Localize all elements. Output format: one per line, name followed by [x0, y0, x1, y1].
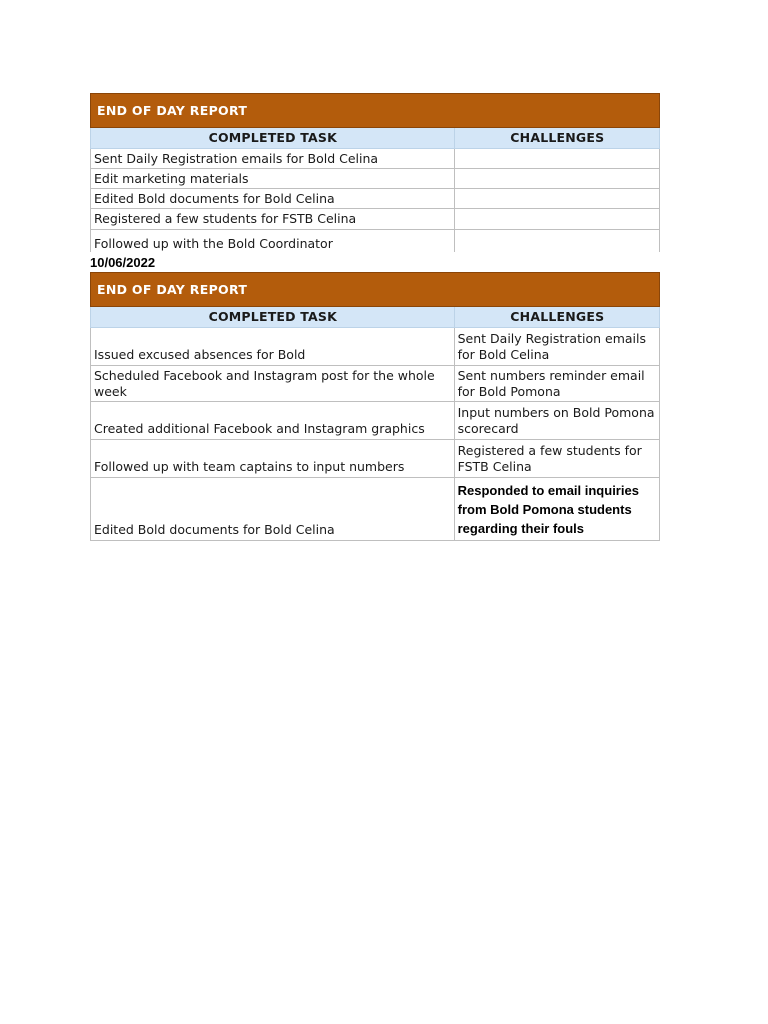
completed-task-header: COMPLETED TASK: [91, 128, 455, 149]
task-cell: Registered a few students for FSTB Celina: [91, 209, 455, 230]
challenge-cell: Sent numbers reminder email for Bold Pomona: [454, 366, 659, 402]
report-title: END OF DAY REPORT: [91, 94, 660, 128]
table-row: [91, 149, 660, 169]
table-row: [91, 478, 660, 541]
challenge-cell: [454, 230, 659, 253]
challenge-cell: Input numbers on Bold Pomona scorecard: [454, 402, 659, 440]
table-row: [91, 366, 660, 402]
task-cell: Edited Bold documents for Bold Celina: [91, 189, 455, 209]
end-of-day-report-1: [90, 93, 660, 252]
table-row: [91, 328, 660, 366]
task-cell: Scheduled Facebook and Instagram post for the whole week: [91, 366, 455, 402]
challenge-cell: Responded to email inquiries from Bold Pomona students regarding their fouls: [454, 478, 659, 541]
table-row: [91, 440, 660, 478]
table-row: [91, 169, 660, 189]
completed-task-header: COMPLETED TASK: [91, 307, 455, 328]
challenge-cell: [454, 209, 659, 230]
task-cell: Issued excused absences for Bold: [91, 328, 455, 366]
task-cell: Sent Daily Registration emails for Bold Celina: [91, 149, 455, 169]
task-cell: Edit marketing materials: [91, 169, 455, 189]
table-row: [91, 230, 660, 253]
challenges-header: CHALLENGES: [454, 128, 659, 149]
challenge-cell: [454, 169, 659, 189]
task-cell: Followed up with team captains to input numbers: [91, 440, 455, 478]
table-row: [91, 189, 660, 209]
report-title: END OF DAY REPORT: [91, 273, 660, 307]
report-date: 10/06/2022: [90, 255, 156, 270]
task-cell: Created additional Facebook and Instagram graphics: [91, 402, 455, 440]
table-row: [91, 209, 660, 230]
challenges-header: CHALLENGES: [454, 307, 659, 328]
task-cell: Edited Bold documents for Bold Celina: [91, 478, 455, 541]
table-row: [91, 402, 660, 440]
challenge-cell: [454, 149, 659, 169]
task-cell: Followed up with the Bold Coordinator: [91, 230, 455, 253]
end-of-day-report-2: [90, 272, 660, 541]
challenge-cell: [454, 189, 659, 209]
challenge-cell: Registered a few students for FSTB Celina: [454, 440, 659, 478]
challenge-cell: Sent Daily Registration emails for Bold Celina: [454, 328, 659, 366]
